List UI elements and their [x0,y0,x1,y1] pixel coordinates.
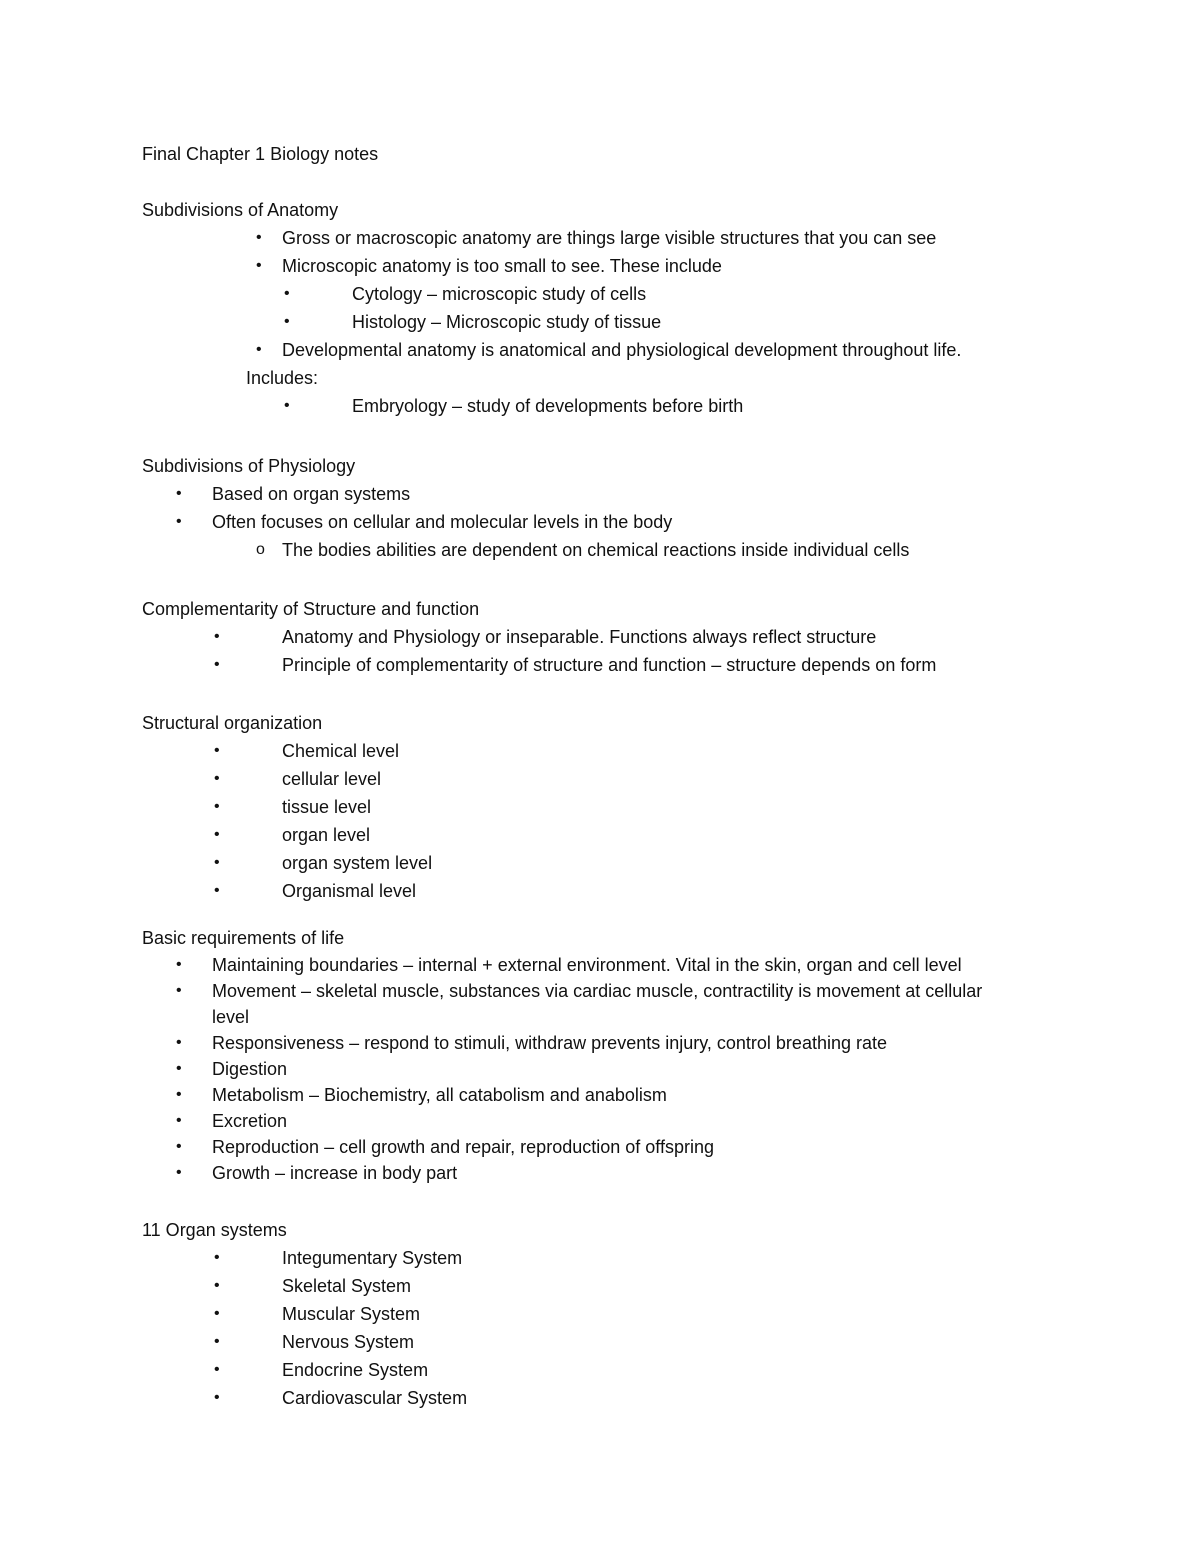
bullet-icon: • [214,770,220,787]
bullet-icon: • [176,485,182,502]
list-item-text: Nervous System [282,1332,415,1352]
list-item-text: Metabolism – Biochemistry, all catabolism and anabolism [212,1085,667,1105]
bullet-icon: • [214,1389,220,1406]
list-item [142,1004,344,1030]
bullet-icon: • [176,1086,182,1103]
list-item-text: Muscular System [282,1304,421,1324]
list-item [142,877,417,905]
bullet-icon: • [214,656,220,673]
bullet-icon: • [176,1112,182,1129]
list-item-text: Movement – skeletal muscle, substances via cardiac muscle, contractility is movement at cellular [212,981,983,1001]
list-item-text: Includes: [246,368,319,388]
bullet-icon: • [176,982,182,999]
bullet-icon: • [214,1361,220,1378]
list-item [142,1056,344,1082]
list-item [142,623,877,651]
list-item-text: Integumentary System [282,1248,463,1268]
bullet-icon: • [284,285,290,302]
list-item-text: Endocrine System [282,1360,429,1380]
section-heading: Subdivisions of Anatomy [142,200,339,220]
bullet-icon: • [176,1164,182,1181]
list-item [142,1082,667,1108]
list-item-text: Microscopic anatomy is too small to see. These include [282,256,722,276]
list-item-text: Responsiveness – respond to stimuli, withdraw prevents injury, control breathing rate [212,1033,887,1053]
bullet-icon: • [284,397,290,414]
hollow-bullet-icon: o [256,541,265,558]
section-heading: Basic requirements of life [142,928,345,948]
list-item-text: Digestion [212,1059,288,1079]
list-item [142,1134,714,1160]
bullet-icon: • [176,1034,182,1051]
bullet-icon: • [214,742,220,759]
bullet-icon: • [214,1249,220,1266]
list-item-text: Developmental anatomy is anatomical and physiological development throughout life. [282,340,962,360]
bullet-icon: • [214,826,220,843]
list-item [142,978,983,1004]
list-item-text: Histology – Microscopic study of tissue [352,312,662,332]
bullet-icon: • [214,854,220,871]
bullet-icon: • [214,1305,220,1322]
section-heading: Complementarity of Structure and function [142,599,480,619]
list-item-text: Principle of complementarity of structure and function – structure depends on form [282,655,937,675]
bullet-icon: • [214,798,220,815]
list-item-text: organ system level [282,853,433,873]
section-heading: 11 Organ systems [142,1220,287,1240]
section-heading: Subdivisions of Physiology [142,456,356,476]
section [142,924,983,1186]
list-item-text: Organismal level [282,881,417,901]
list-item [142,336,962,364]
list-item [142,308,662,336]
list-item-text: Cardiovascular System [282,1388,468,1408]
list-item [142,508,673,536]
list-item-text: Often focuses on cellular and molecular levels in the body [212,512,673,532]
list-item [142,280,647,308]
list-item-text: Excretion [212,1111,288,1131]
list-item [142,224,937,252]
bullet-icon: • [176,513,182,530]
list-item-text: Reproduction – cell growth and repair, reproduction of offspring [212,1137,714,1157]
list-item-text: The bodies abilities are dependent on chemical reactions inside individual cells [282,540,910,560]
bullet-icon: • [176,1138,182,1155]
list-item-text: tissue level [282,797,372,817]
list-item [142,1300,421,1328]
bullet-icon: • [214,628,220,645]
list-item [142,821,371,849]
bullet-icon: • [284,313,290,330]
section [142,452,910,564]
list-item [142,737,400,765]
list-item [142,392,744,420]
list-item [142,793,372,821]
list-item-text: Based on organ systems [212,484,411,504]
list-item [142,1244,463,1272]
list-item-text: Anatomy and Physiology or inseparable. Functions always reflect structure [282,627,877,647]
list-item [142,849,433,877]
list-item-text: Gross or macroscopic anatomy are things large visible structures that you can see [282,228,937,248]
section [142,196,962,420]
bullet-icon: • [176,1060,182,1077]
bullet-icon: • [256,341,262,358]
list-item-text: Skeletal System [282,1276,412,1296]
list-item [142,536,910,564]
list-item-text: level [212,1007,250,1027]
list-item-text: Growth – increase in body part [212,1163,458,1183]
list-item [142,651,937,679]
bullet-icon: • [214,1333,220,1350]
list-item [142,765,382,793]
list-item [142,1272,412,1300]
list-item [142,1160,458,1186]
list-item-text: Cytology – microscopic study of cells [352,284,647,304]
bullet-icon: • [214,882,220,899]
section [142,595,937,679]
list-item [142,1328,415,1356]
list-item [142,252,722,280]
list-item [142,1356,429,1384]
list-item [142,952,962,978]
list-item-text: organ level [282,825,371,845]
list-item [142,480,411,508]
list-item [142,1108,344,1134]
bullet-icon: • [256,257,262,274]
list-item-text: cellular level [282,769,382,789]
list-item [142,1030,887,1056]
section [142,1216,468,1412]
document-title: Final Chapter 1 Biology notes [142,144,379,164]
list-item [142,1384,468,1412]
bullet-icon: • [214,1277,220,1294]
section-heading: Structural organization [142,713,323,733]
list-item-text: Chemical level [282,741,400,761]
bullet-icon: • [176,956,182,973]
section [142,709,433,905]
list-item-text: Maintaining boundaries – internal + external environment. Vital in the skin, organ and cell level [212,955,962,975]
list-item [142,364,338,392]
list-item-text: Embryology – study of developments before birth [352,396,744,416]
bullet-icon: • [256,229,262,246]
